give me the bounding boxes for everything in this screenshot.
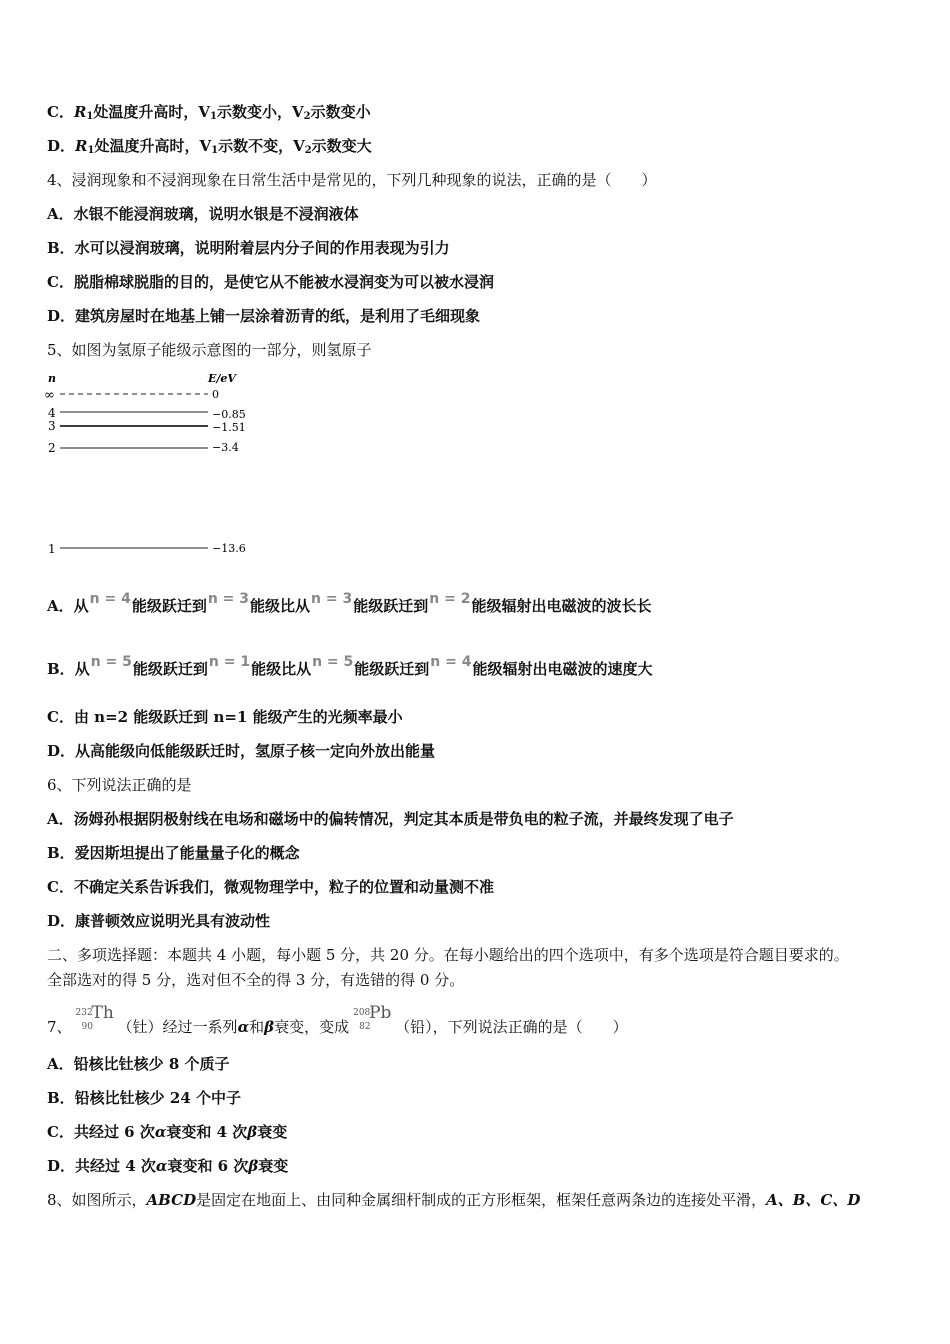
option-text: 能级辐射出电磁波的速度大 — [472, 660, 653, 678]
option-text: 能级跃迁到 — [354, 660, 430, 678]
math-n5: n = 5 — [312, 654, 354, 670]
option-text: 能级跃迁到 — [353, 597, 429, 615]
beta-symbol: β — [247, 1123, 258, 1141]
q7-stem — [47, 1003, 628, 1038]
level-n-3: 3 — [48, 419, 56, 433]
level-e-infinity: 0 — [212, 388, 219, 401]
thorium-nuclide — [72, 1003, 118, 1038]
q5-option-c: C．由 n=2 能级跃迁到 n=1 能级产生的光频率最小 — [47, 708, 403, 726]
alpha-symbol: α — [154, 1123, 167, 1141]
option-text: 处温度升高时，V — [93, 103, 211, 121]
resistor-symbol: R — [75, 137, 88, 155]
stem-text: 和 — [249, 1018, 265, 1036]
q6-option-c: C．不确定关系告诉我们，微观物理学中，粒子的位置和动量测不准 — [47, 878, 494, 896]
option-text: 衰变 — [258, 1157, 289, 1175]
option-label: B．从 — [47, 660, 90, 678]
q5-option-b — [47, 654, 653, 679]
mass-number: 232 — [75, 1008, 93, 1018]
option-text: 衰变 — [257, 1123, 288, 1141]
subscript: 1 — [86, 111, 94, 122]
subscript: 2 — [304, 145, 312, 156]
math-n3: n = 3 — [311, 591, 353, 607]
q5-option-a — [47, 591, 652, 616]
q7-option-d — [47, 1157, 288, 1175]
energy-level-diagram — [40, 368, 270, 563]
section2-instructions-line1: 二、多项选择题：本题共 4 小题，每小题 5 分，共 20 分。在每小题给出的四个选项中，有多个选项是符合题目要求的。 — [47, 946, 849, 964]
point-labels: A、B、C、D — [766, 1191, 861, 1209]
option-text: 能级比从 — [251, 660, 312, 678]
q3-option-d — [47, 137, 372, 155]
q4-option-d: D．建筑房屋时在地基上铺一层涂着沥青的纸，是利用了毛细现象 — [47, 307, 481, 325]
q7-option-b: B．铅核比钍核少 24 个中子 — [47, 1089, 241, 1107]
option-text: 处温度升高时，V — [94, 137, 212, 155]
q6-option-d: D．康普顿效应说明光具有波动性 — [47, 912, 271, 930]
math-n5: n = 5 — [90, 654, 132, 670]
subscript: 1 — [87, 145, 95, 156]
lead-nuclide — [349, 1003, 395, 1038]
stem-text: 8、如图所示， — [47, 1191, 147, 1209]
alpha-symbol: α — [155, 1157, 168, 1175]
math-n3: n = 3 — [207, 591, 250, 607]
q6-stem: 6、下列说法正确的是 — [47, 776, 192, 794]
level-n-1: 1 — [48, 542, 56, 556]
math-n4: n = 4 — [430, 654, 472, 670]
stem-text: 衰变，变成 — [274, 1018, 350, 1036]
option-label: D． — [47, 137, 76, 155]
q3-option-c — [47, 103, 371, 121]
level-e-1: −13.6 — [212, 542, 246, 555]
q5-option-d: D．从高能级向低能级跃迁时，氢原子核一定向外放出能量 — [47, 742, 436, 760]
section2-instructions-line2: 全部选对的得 5 分，选对但不全的得 3 分，有选错的得 0 分。 — [47, 971, 465, 989]
beta-symbol: β — [248, 1157, 259, 1175]
math-n1: n = 1 — [208, 654, 251, 670]
subscript: 2 — [303, 111, 311, 122]
element-symbol: Th — [91, 1003, 114, 1023]
resistor-symbol: R — [73, 103, 87, 121]
q5-stem: 5、如图为氢原子能级示意图的一部分，则氢原子 — [47, 341, 372, 359]
option-text: 能级比从 — [250, 597, 311, 615]
option-label: C． — [47, 103, 74, 121]
alpha-symbol: α — [237, 1018, 250, 1036]
atomic-number: 82 — [359, 1022, 371, 1032]
atomic-number: 90 — [81, 1022, 93, 1032]
subscript: 1 — [210, 111, 217, 122]
option-text: C．共经过 6 次 — [47, 1123, 155, 1141]
stem-text: （钍）经过一系列 — [117, 1018, 238, 1036]
mass-number: 208 — [353, 1008, 371, 1018]
stem-text: 是固定在地面上、由同种金属细杆制成的正方形框架，框架任意两条边的连接处平滑， — [196, 1191, 767, 1209]
level-e-2: −3.4 — [212, 441, 239, 454]
question-number: 7、 — [47, 1018, 72, 1036]
option-text: 能级跃迁到 — [132, 660, 208, 678]
level-n-4: 4 — [48, 406, 56, 420]
q7-option-c — [47, 1123, 287, 1141]
option-text: D．共经过 4 次 — [47, 1157, 156, 1175]
subscript: 1 — [211, 145, 219, 156]
beta-symbol: β — [264, 1018, 275, 1036]
q8-stem — [47, 1191, 860, 1209]
option-text: 示数不变，V — [218, 137, 305, 155]
option-label: A．从 — [47, 597, 89, 615]
q4-option-b: B．水可以浸润玻璃，说明附着层内分子间的作用表现为引力 — [47, 239, 450, 257]
option-text: 衰变和 6 次 — [167, 1157, 249, 1175]
option-text: 能级辐射出电磁波的波长长 — [471, 597, 652, 615]
math-n2: n = 2 — [429, 591, 471, 607]
n-axis-label: n — [48, 372, 56, 385]
level-e-3: −1.51 — [212, 421, 246, 434]
option-text: 能级跃迁到 — [131, 597, 207, 615]
level-n-infinity: ∞ — [44, 388, 55, 403]
math-n4: n = 4 — [89, 591, 131, 607]
option-text: 示数变大 — [311, 137, 372, 155]
level-n-2: 2 — [48, 441, 56, 455]
q4-stem: 4、浸润现象和不浸润现象在日常生活中是常见的，下列几种现象的说法，正确的是（ ） — [47, 171, 657, 189]
q6-option-a: A．汤姆孙根据阴极射线在电场和磁场中的偏转情况，判定其本质是带负电的粒子流，并最终发现了电子 — [47, 810, 734, 828]
stem-text: （铅），下列说法正确的是（ ） — [395, 1018, 628, 1036]
element-symbol: Pb — [369, 1003, 392, 1023]
q4-option-a: A．水银不能浸润玻璃，说明水银是不浸润液体 — [47, 205, 359, 223]
energy-axis-label: E/eV — [208, 372, 236, 385]
option-text: 衰变和 4 次 — [166, 1123, 248, 1141]
level-e-4: −0.85 — [212, 408, 246, 421]
option-text: 示数变小，V — [217, 103, 304, 121]
option-text: 示数变小 — [310, 103, 371, 121]
q7-option-a: A．铅核比钍核少 8 个质子 — [47, 1055, 230, 1073]
q6-option-b: B．爱因斯坦提出了能量量子化的概念 — [47, 844, 300, 862]
q4-option-c: C．脱脂棉球脱脂的目的，是使它从不能被水浸润变为可以被水浸润 — [47, 273, 494, 291]
frame-label: ABCD — [146, 1191, 197, 1209]
